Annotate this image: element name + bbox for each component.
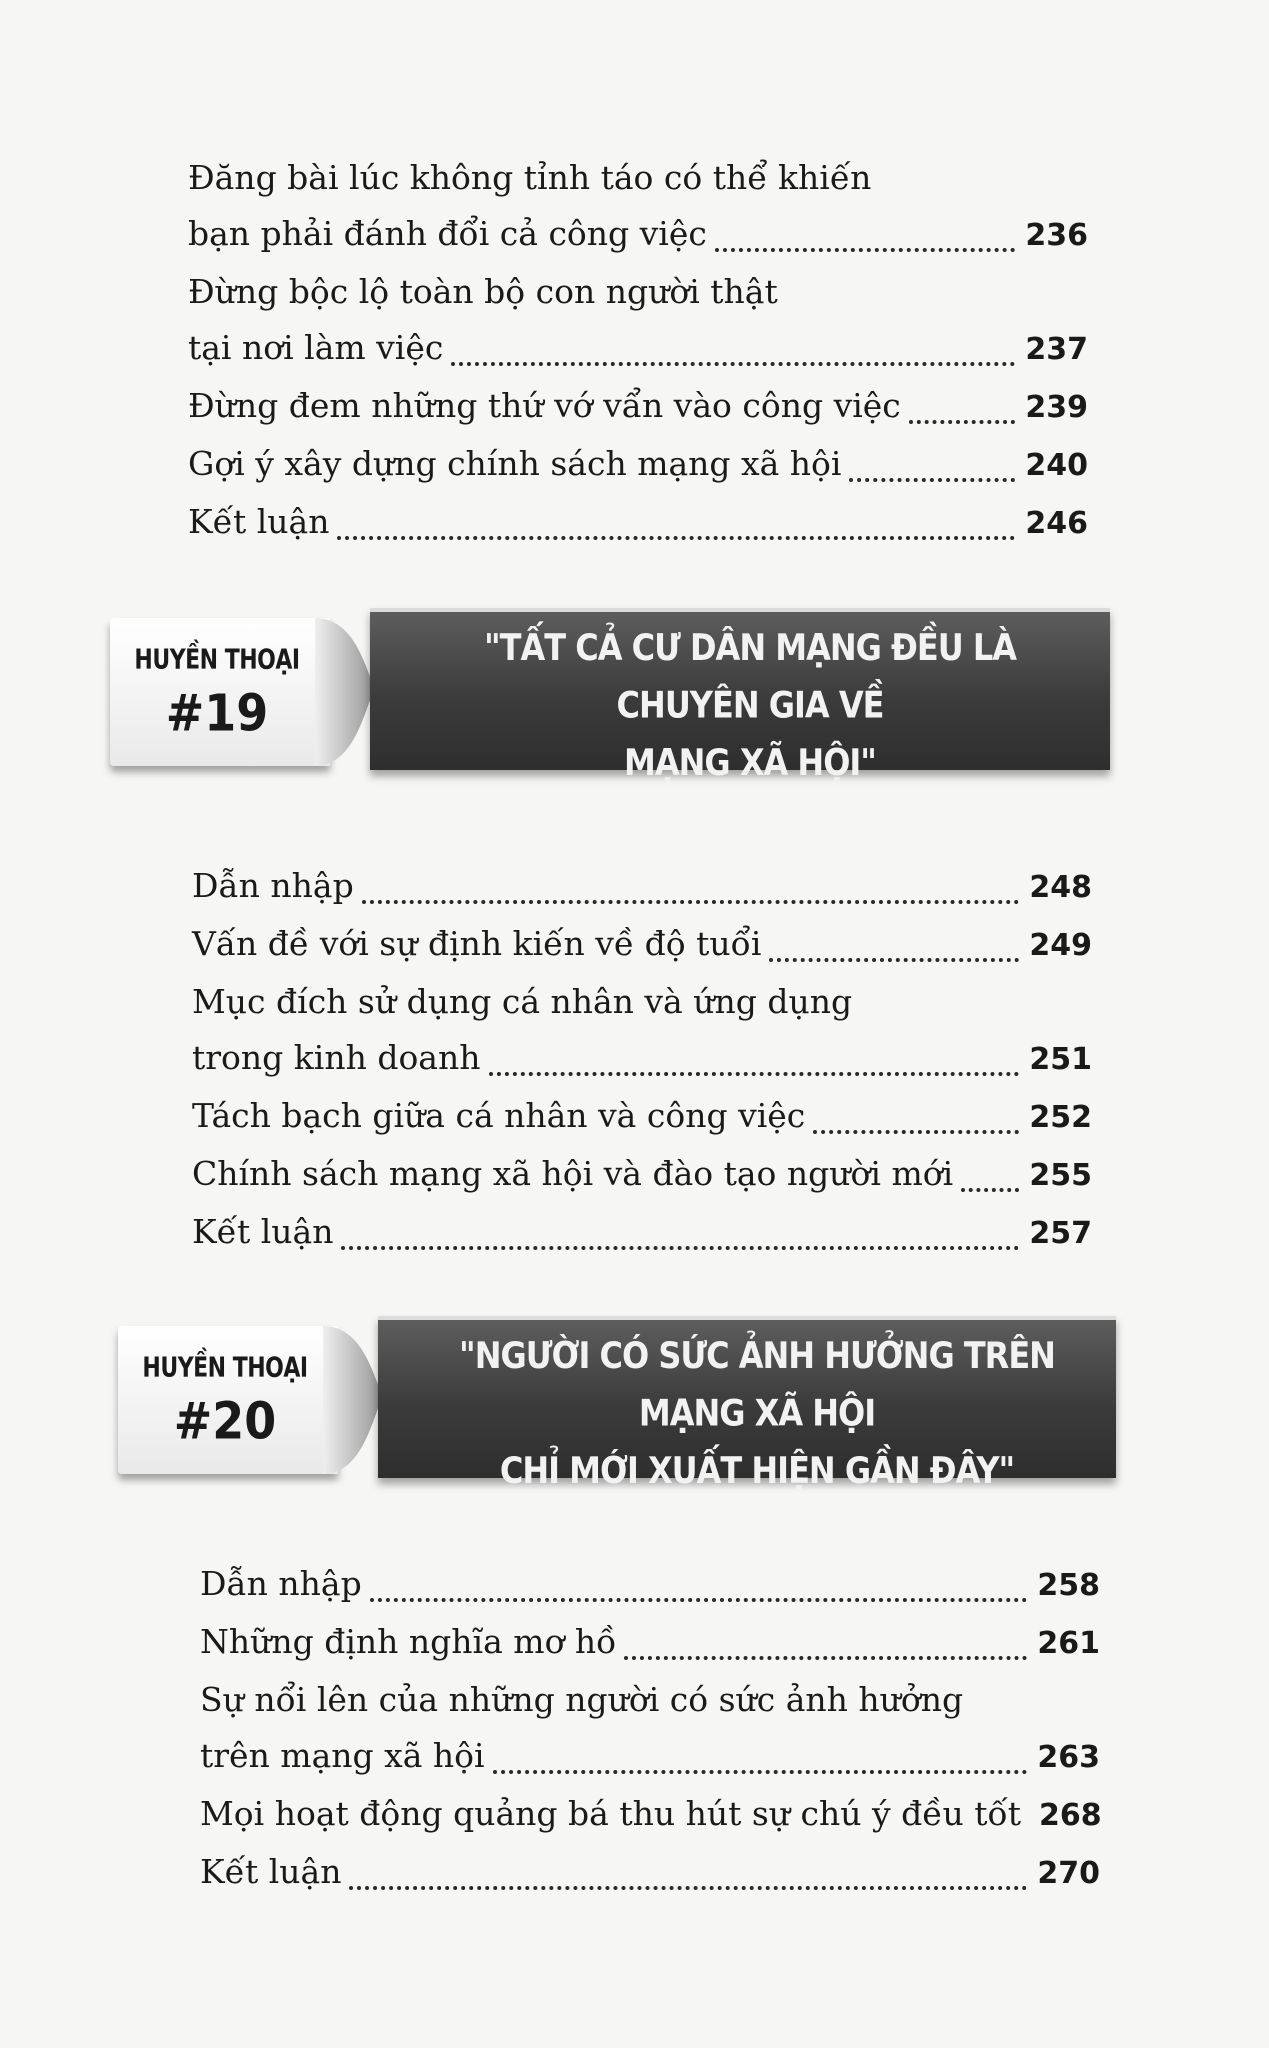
dot-leader — [341, 1245, 1019, 1250]
dot-leader — [909, 419, 1016, 424]
toc-entry-title-line1: Đăng bài lúc không tỉnh táo có thể khiến — [188, 158, 872, 197]
myth-label-card — [118, 1326, 338, 1474]
myth-quote-line2: MẠNG XÃ HỘI" — [624, 740, 876, 785]
toc-entry[interactable] — [192, 1088, 1092, 1146]
toc-entry[interactable] — [188, 264, 1088, 378]
dot-leader — [849, 477, 1015, 482]
toc-entry[interactable] — [200, 1672, 1100, 1786]
myth-19-banner — [110, 608, 1110, 785]
toc-page-number: 240 — [1025, 448, 1088, 483]
toc-section-previous — [188, 150, 1088, 552]
dot-leader — [337, 535, 1015, 540]
toc-entry-title: Những định nghĩa mơ hồ — [200, 1622, 617, 1661]
toc-entry-title: Kết luận — [192, 1212, 334, 1251]
toc-page-number: 263 — [1037, 1740, 1100, 1775]
myth-number: #19 — [165, 683, 269, 743]
toc-page-number: 258 — [1037, 1568, 1100, 1603]
toc-entry-title-line1: Mục đích sử dụng cá nhân và ứng dụng — [192, 982, 853, 1021]
dot-leader — [489, 1071, 1020, 1076]
toc-entry-title: Kết luận — [188, 502, 330, 541]
dot-leader — [362, 899, 1020, 904]
dot-leader — [370, 1597, 1028, 1602]
toc-entry[interactable] — [200, 1556, 1100, 1614]
dot-leader — [769, 957, 1019, 962]
myth-label: HUYỀN THOẠI — [142, 1352, 308, 1385]
toc-entry-title: Gợi ý xây dựng chính sách mạng xã hội — [188, 444, 842, 483]
toc-page-number: 270 — [1037, 1856, 1100, 1891]
dot-leader — [813, 1129, 1019, 1134]
toc-page-number: 251 — [1029, 1042, 1092, 1077]
toc-entry[interactable] — [192, 1146, 1092, 1204]
toc-page-number: 248 — [1029, 870, 1092, 905]
toc-page-number: 249 — [1029, 928, 1092, 963]
toc-entry-title: bạn phải đánh đổi cả công việc — [188, 214, 707, 253]
toc-entry[interactable] — [192, 858, 1092, 916]
toc-section-myth-19 — [192, 858, 1092, 1262]
toc-page-number: 239 — [1025, 390, 1088, 425]
toc-entry[interactable] — [200, 1614, 1100, 1672]
toc-entry-title: Dẫn nhập — [200, 1564, 362, 1603]
toc-page-number: 257 — [1029, 1216, 1092, 1251]
dot-leader — [349, 1885, 1027, 1890]
toc-entry[interactable] — [192, 974, 1092, 1088]
toc-entry-title: trên mạng xã hội — [200, 1736, 485, 1775]
toc-entry[interactable] — [188, 150, 1088, 264]
myth-quote-line1: "NGƯỜI CÓ SỨC ẢNH HƯỞNG TRÊN MẠNG XÃ HỘI — [459, 1333, 1055, 1435]
toc-page-number: 237 — [1025, 332, 1088, 367]
toc-entry[interactable] — [188, 436, 1088, 494]
toc-entry[interactable] — [188, 378, 1088, 436]
toc-entry-title: Mọi hoạt động quảng bá thu hút sự chú ý đều tốt — [200, 1794, 1022, 1833]
dot-leader — [961, 1187, 1019, 1192]
toc-entry-title: Dẫn nhập — [192, 866, 354, 905]
toc-page-number: 252 — [1029, 1100, 1092, 1135]
myth-label: HUYỀN THOẠI — [134, 644, 300, 677]
toc-entry-title-line1: Sự nổi lên của những người có sức ảnh hưởng — [200, 1680, 964, 1719]
myth-quote — [418, 1327, 1096, 1500]
dot-leader — [451, 361, 1015, 366]
myth-quote-line1: "TẤT CẢ CƯ DÂN MẠNG ĐỀU LÀ CHUYÊN GIA VỀ — [484, 625, 1016, 727]
toc-page-number: 236 — [1025, 218, 1088, 253]
myth-label-card — [110, 618, 330, 766]
toc-section-myth-20 — [200, 1556, 1100, 1902]
toc-entry[interactable] — [192, 916, 1092, 974]
toc-entry-title: Kết luận — [200, 1852, 342, 1891]
myth-quote — [410, 619, 1090, 792]
toc-entry-title: trong kinh doanh — [192, 1038, 481, 1077]
dot-leader — [715, 247, 1016, 252]
dot-leader — [624, 1655, 1027, 1660]
toc-entry-title: Tách bạch giữa cá nhân và công việc — [192, 1096, 806, 1135]
toc-entry-title: tại nơi làm việc — [188, 328, 444, 367]
toc-entry-title: Đừng đem những thứ vớ vẩn vào công việc — [188, 386, 901, 425]
toc-page-number: 261 — [1037, 1626, 1100, 1661]
dot-leader — [493, 1769, 1028, 1774]
toc-entry[interactable] — [188, 494, 1088, 552]
toc-page-number: 255 — [1029, 1158, 1092, 1193]
myth-number: #20 — [173, 1391, 277, 1451]
toc-entry[interactable] — [192, 1204, 1092, 1262]
toc-entry-title-line1: Đừng bộc lộ toàn bộ con người thật — [188, 272, 778, 311]
toc-entry[interactable] — [200, 1844, 1100, 1902]
toc-page-number: 268 — [1039, 1798, 1102, 1833]
toc-page-number: 246 — [1025, 506, 1088, 541]
toc-entry-title: Chính sách mạng xã hội và đào tạo người mới — [192, 1154, 954, 1193]
toc-entry-title: Vấn đề với sự định kiến về độ tuổi — [192, 924, 762, 963]
myth-quote-line2: CHỈ MỚI XUẤT HIỆN GẦN ĐÂY" — [499, 1448, 1015, 1493]
myth-20-banner — [118, 1316, 1116, 1493]
toc-entry[interactable] — [200, 1786, 1100, 1844]
